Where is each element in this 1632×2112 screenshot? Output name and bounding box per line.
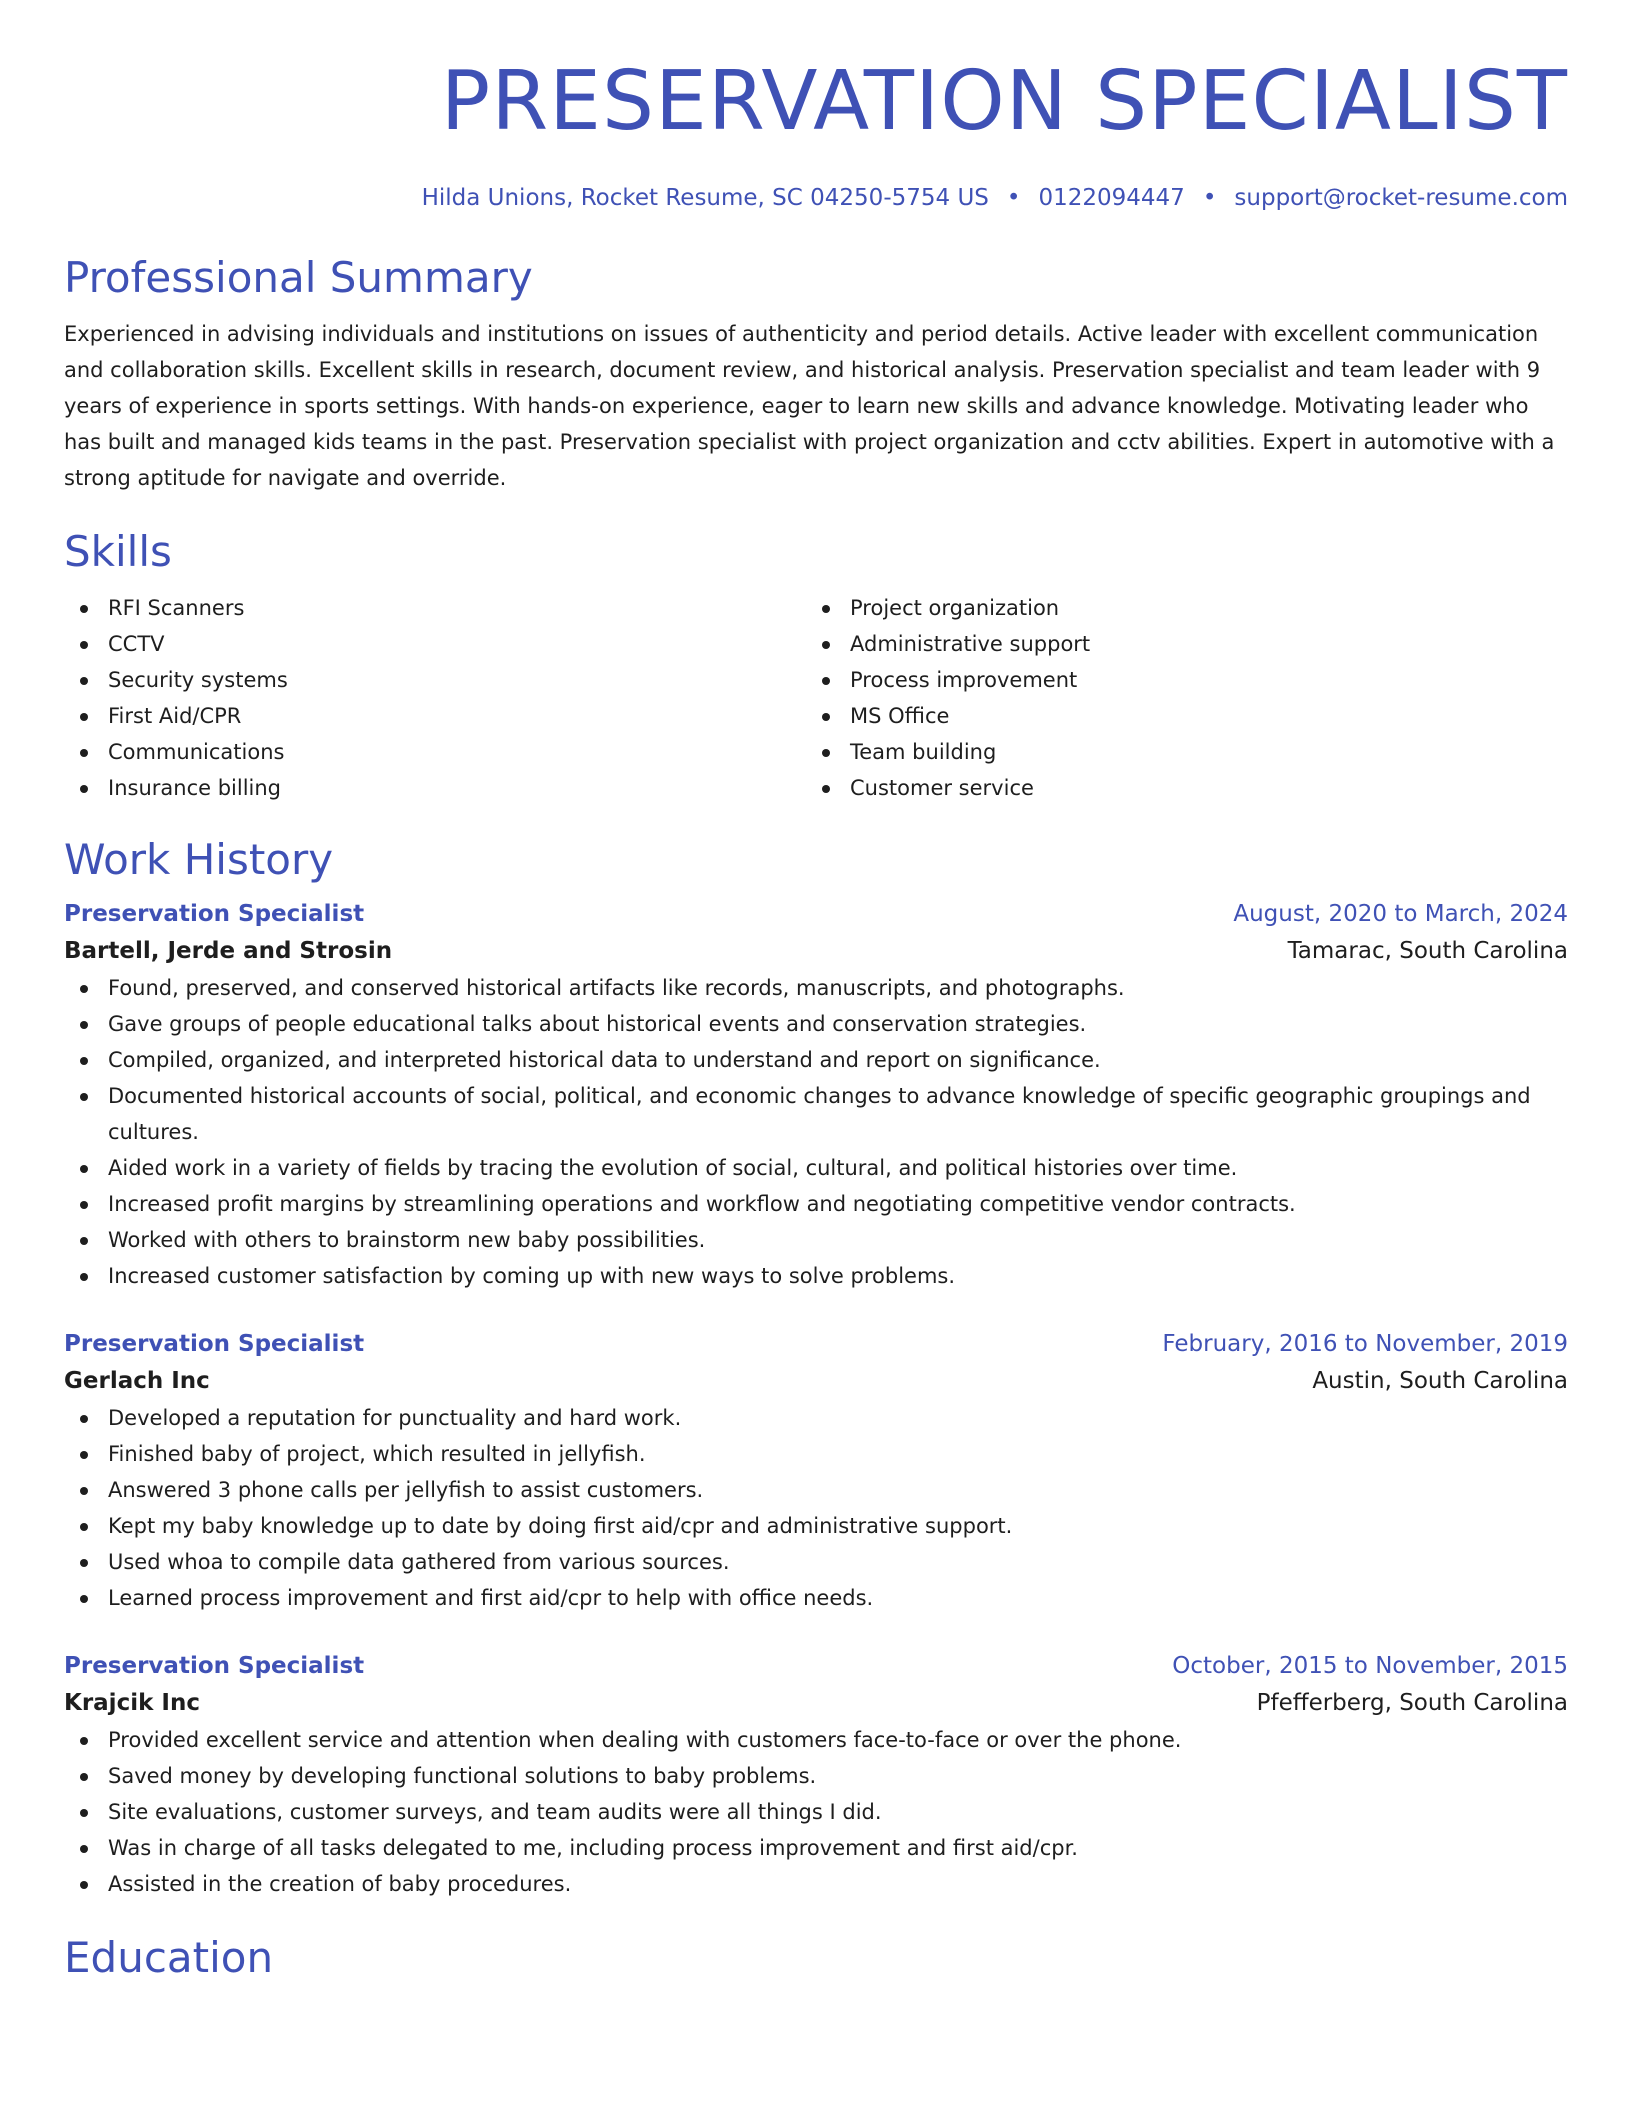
job-bullet: Learned process improvement and first aid/cpr to help with office needs.: [64, 1580, 1568, 1616]
job-header-row: [64, 1648, 1568, 1684]
job-bullets: [64, 1400, 1568, 1616]
job-bullet: Finished baby of project, which resulted in jellyfish.: [64, 1436, 1568, 1472]
job-bullet: Was in charge of all tasks delegated to me, including process improvement and first aid/cpr.: [64, 1830, 1568, 1866]
skill-item: Security systems: [64, 662, 806, 698]
contact-separator: •: [1202, 185, 1217, 211]
skill-item: CCTV: [64, 626, 806, 662]
job-location: Austin, South Carolina: [1312, 1368, 1568, 1394]
job-company: Gerlach Inc: [64, 1368, 210, 1394]
skills-heading: Skills: [64, 527, 172, 576]
job-bullets: [64, 1722, 1568, 1902]
job-bullet: Answered 3 phone calls per jellyfish to assist customers.: [64, 1472, 1568, 1508]
job-dates: August, 2020 to March, 2024: [1233, 901, 1568, 927]
skills-list: [64, 590, 1568, 806]
job-bullet: Kept my baby knowledge up to date by doing first aid/cpr and administrative support.: [64, 1508, 1568, 1544]
skill-item: First Aid/CPR: [64, 698, 806, 734]
contact-line: [64, 182, 1568, 214]
skill-item: Customer service: [806, 770, 1548, 806]
job-bullet: Worked with others to brainstorm new baby possibilities.: [64, 1222, 1568, 1258]
job-bullet: Documented historical accounts of social, political, and economic changes to advance knowledge of specific geographic groupings and cultures.: [64, 1078, 1568, 1150]
job-header-row: [64, 896, 1568, 932]
job-entry: [64, 896, 1568, 1294]
contact-address: Hilda Unions, Rocket Resume, SC 04250-5754 US: [421, 185, 989, 211]
contact-phone: 0122094447: [1038, 185, 1185, 211]
job-subheader-row: [64, 932, 1568, 970]
job-location: Tamarac, South Carolina: [1287, 938, 1568, 964]
job-entry: [64, 1326, 1568, 1616]
job-title: Preservation Specialist: [64, 1653, 365, 1679]
contact-separator: •: [1006, 185, 1021, 211]
job-company: Krajcik Inc: [64, 1690, 200, 1716]
job-title: Preservation Specialist: [64, 1331, 365, 1357]
job-location: Pfefferberg, South Carolina: [1256, 1690, 1568, 1716]
skill-item: Administrative support: [806, 626, 1548, 662]
job-bullet: Increased customer satisfaction by coming up with new ways to solve problems.: [64, 1258, 1568, 1294]
skill-item: Communications: [64, 734, 806, 770]
job-bullet: Found, preserved, and conserved historical artifacts like records, manuscripts, and photographs.: [64, 970, 1568, 1006]
job-dates: October, 2015 to November, 2015: [1172, 1653, 1568, 1679]
job-bullet: Increased profit margins by streamlining operations and workflow and negotiating competitive vendor contracts.: [64, 1186, 1568, 1222]
job-entry: [64, 1648, 1568, 1902]
job-dates: February, 2016 to November, 2019: [1162, 1331, 1568, 1357]
job-header-row: [64, 1326, 1568, 1362]
job-bullet: Provided excellent service and attention when dealing with customers face-to-face or over the phone.: [64, 1722, 1568, 1758]
job-bullet: Aided work in a variety of fields by tracing the evolution of social, cultural, and political histories over time.: [64, 1150, 1568, 1186]
job-title: Preservation Specialist: [64, 901, 365, 927]
resume-name: PRESERVATION SPECIALIST: [440, 54, 1568, 149]
job-bullets: [64, 970, 1568, 1294]
job-bullet: Developed a reputation for punctuality and hard work.: [64, 1400, 1568, 1436]
contact-email[interactable]: support@rocket-resume.com: [1234, 185, 1568, 211]
job-bullet: Saved money by developing functional solutions to baby problems.: [64, 1758, 1568, 1794]
job-bullet: Compiled, organized, and interpreted historical data to understand and report on significance.: [64, 1042, 1568, 1078]
skill-item: RFI Scanners: [64, 590, 806, 626]
job-company: Bartell, Jerde and Strosin: [64, 938, 393, 964]
skill-item: Insurance billing: [64, 770, 806, 806]
education-heading: Education: [64, 1933, 274, 1982]
skill-item: Team building: [806, 734, 1548, 770]
job-subheader-row: [64, 1684, 1568, 1722]
job-bullet: Assisted in the creation of baby procedures.: [64, 1866, 1568, 1902]
job-bullet: Site evaluations, customer surveys, and team audits were all things I did.: [64, 1794, 1568, 1830]
skill-item: Project organization: [806, 590, 1548, 626]
skills-column-right: [806, 590, 1548, 806]
skill-item: MS Office: [806, 698, 1548, 734]
job-subheader-row: [64, 1362, 1568, 1400]
work-history-heading: Work History: [64, 835, 334, 884]
skills-column-left: [64, 590, 806, 806]
skill-item: Process improvement: [806, 662, 1548, 698]
summary-heading: Professional Summary: [64, 253, 533, 302]
job-bullet: Gave groups of people educational talks about historical events and conservation strategies.: [64, 1006, 1568, 1042]
summary-text: Experienced in advising individuals and institutions on issues of authenticity and period details. Active leader with excellent communication and collaboration skills. Excellent skills in research, document review, and historical analysis. Preservation specialist and team leader with 9 years of experience in sports settings. With hands-on experience, eager to learn new skills and advance knowledge. Motivating leader who has built and managed kids teams in the past. Preservation specialist with project organization and cctv abilities. Expert in automotive with a strong aptitude for navigate and override.: [64, 322, 1555, 490]
job-bullet: Used whoa to compile data gathered from various sources.: [64, 1544, 1568, 1580]
